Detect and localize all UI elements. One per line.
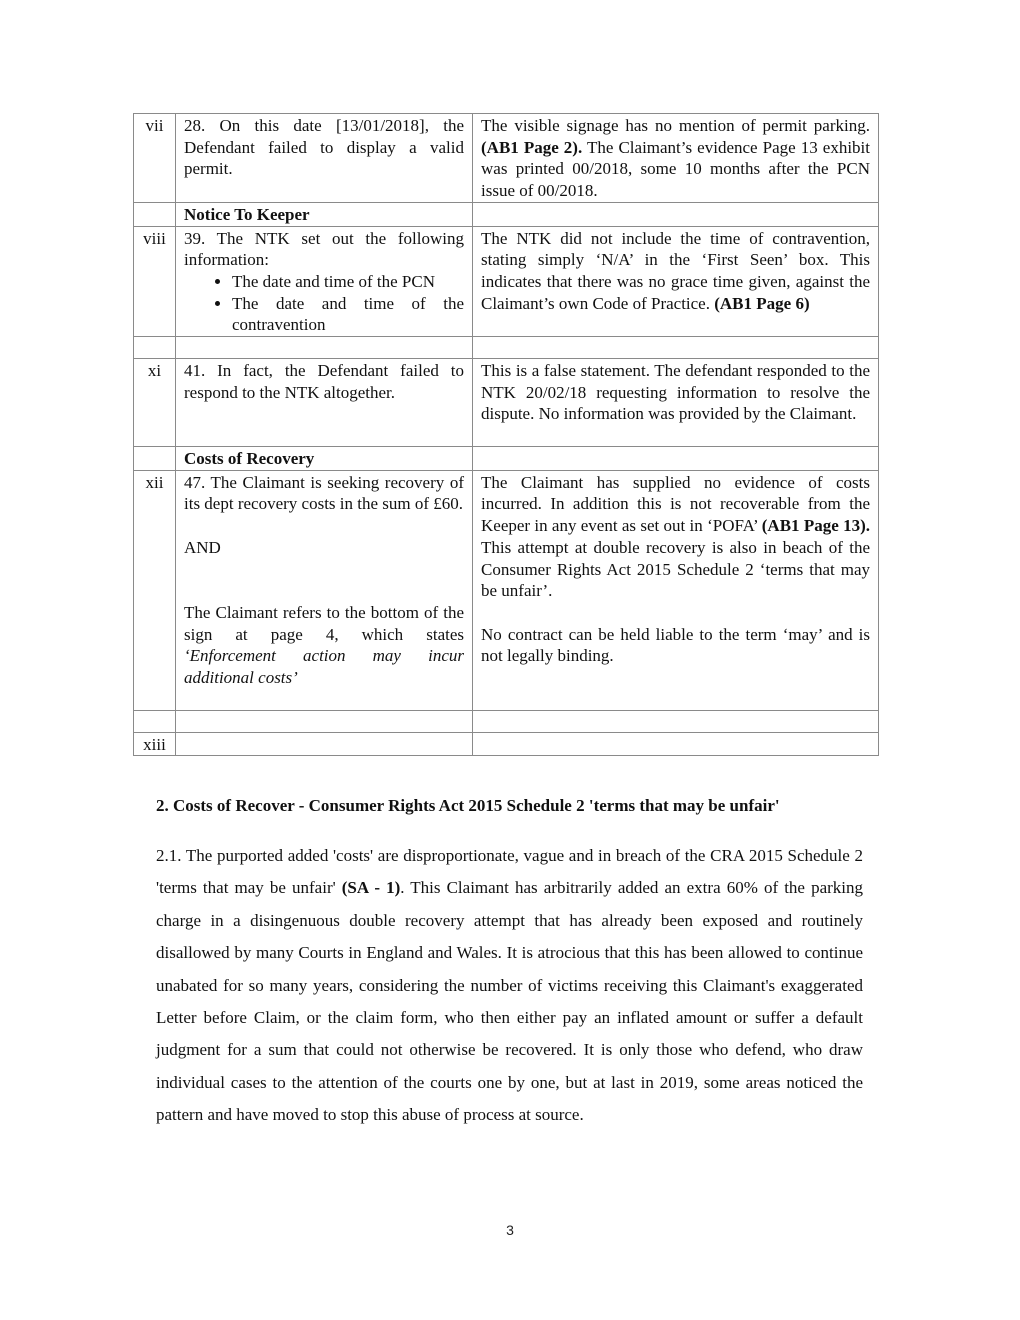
- empty-row: [134, 337, 879, 359]
- response-cell: [473, 470, 879, 710]
- claim-cell: [176, 226, 473, 337]
- response-paragraph: The Claimant has supplied no evidence of costs incurred. In addition this is not recoverable from the Keeper in any event as set out in ‘POFA’ (AB1 Page 13). This attempt at double recovery is also in beach of the Consumer Rights Act 2015 Schedule 2 ‘terms that may be unfair’.: [481, 472, 870, 601]
- table-row: [134, 732, 879, 756]
- section-heading: Costs of Recovery: [176, 447, 473, 471]
- row-number: [134, 447, 176, 471]
- response-cell: [473, 447, 879, 471]
- table-row: [134, 470, 879, 710]
- row-number: [134, 337, 176, 359]
- table-row: [134, 226, 879, 337]
- bullet-item: • The date and time of the contravention: [232, 293, 464, 336]
- table-row: [134, 114, 879, 203]
- response-cell: [473, 337, 879, 359]
- claim-and: AND: [184, 537, 221, 557]
- claim-cell: [176, 337, 473, 359]
- claim-paragraph: 47. The Claimant is seeking recovery of its dept recovery costs in the sum of £60.: [184, 472, 464, 514]
- response-cell: The NTK did not include the time of contravention, stating simply ‘N/A’ in the ‘First Seen’ box. This indicates that there was no grace time given, against the Claimant’s own Code of Practice. (AB1 Page 6): [473, 226, 879, 337]
- response-cell: This is a false statement. The defendant responded to the NTK 20/02/18 requesting information to resolve the dispute. No information was provided by the Claimant.: [473, 359, 879, 447]
- response-cell: [473, 202, 879, 226]
- section-heading-row: [134, 447, 879, 471]
- section-heading-row: [134, 202, 879, 226]
- claim-cell: 41. In fact, the Defendant failed to respond to the NTK altogether.: [176, 359, 473, 447]
- rebuttal-table: [133, 113, 879, 756]
- page-number: 3: [506, 1222, 514, 1238]
- claim-cell: 28. On this date [13/01/2018], the Defendant failed to display a valid permit.: [176, 114, 473, 203]
- claim-cell: [176, 710, 473, 732]
- row-number: xi: [134, 359, 176, 447]
- claim-cell: [176, 732, 473, 756]
- row-number: [134, 202, 176, 226]
- section-heading: Notice To Keeper: [176, 202, 473, 226]
- response-cell: The visible signage has no mention of permit parking. (AB1 Page 2). The Claimant’s evidence Page 13 exhibit was printed 00/2018, some 10 months after the PCN issue of 00/2018.: [473, 114, 879, 203]
- row-number: [134, 710, 176, 732]
- response-cell: [473, 732, 879, 756]
- row-number: vii: [134, 114, 176, 203]
- claim-cell: [176, 470, 473, 710]
- claim-bullet-list: [184, 271, 464, 336]
- bullet-item: • The date and time of the PCN: [232, 271, 464, 293]
- empty-row: [134, 710, 879, 732]
- response-paragraph: No contract can be held liable to the term ‘may’ and is not legally binding.: [481, 624, 870, 666]
- row-number: xii: [134, 470, 176, 710]
- claim-paragraph: The Claimant refers to the bottom of the sign at page 4, which states ‘Enforcement action may incur additional costs’: [184, 602, 464, 688]
- claim-intro: 39. The NTK set out the following information:: [184, 228, 464, 270]
- row-number: viii: [134, 226, 176, 337]
- section-heading: 2. Costs of Recover - Consumer Rights Act 2015 Schedule 2 'terms that may be unfair': [156, 796, 780, 815]
- response-cell: [473, 710, 879, 732]
- body-paragraph: 2.1. The purported added 'costs' are disproportionate, vague and in breach of the CRA 2015 Schedule 2 'terms that may be unfair' (SA - 1). This Claimant has arbitrarily added an extra 60% of the parking charge in a disingenuous double recovery attempt that has already been exposed and routinely disallowed by many Courts in England and Wales. It is atrocious that this has been allowed to continue unabated for so many years, considering the number of victims receiving this Claimant's exaggerated Letter before Claim, or the claim form, who then either pay an inflated amount or suffer a default judgment for a sum that could not otherwise be recovered. It is only those who defend, who draw individual cases to the attention of the courts one by one, but at last in 2019, some areas noticed the pattern and have moved to stop this abuse of process at source.: [156, 846, 864, 1125]
- table-row: [134, 359, 879, 447]
- row-number: xiii: [134, 732, 176, 756]
